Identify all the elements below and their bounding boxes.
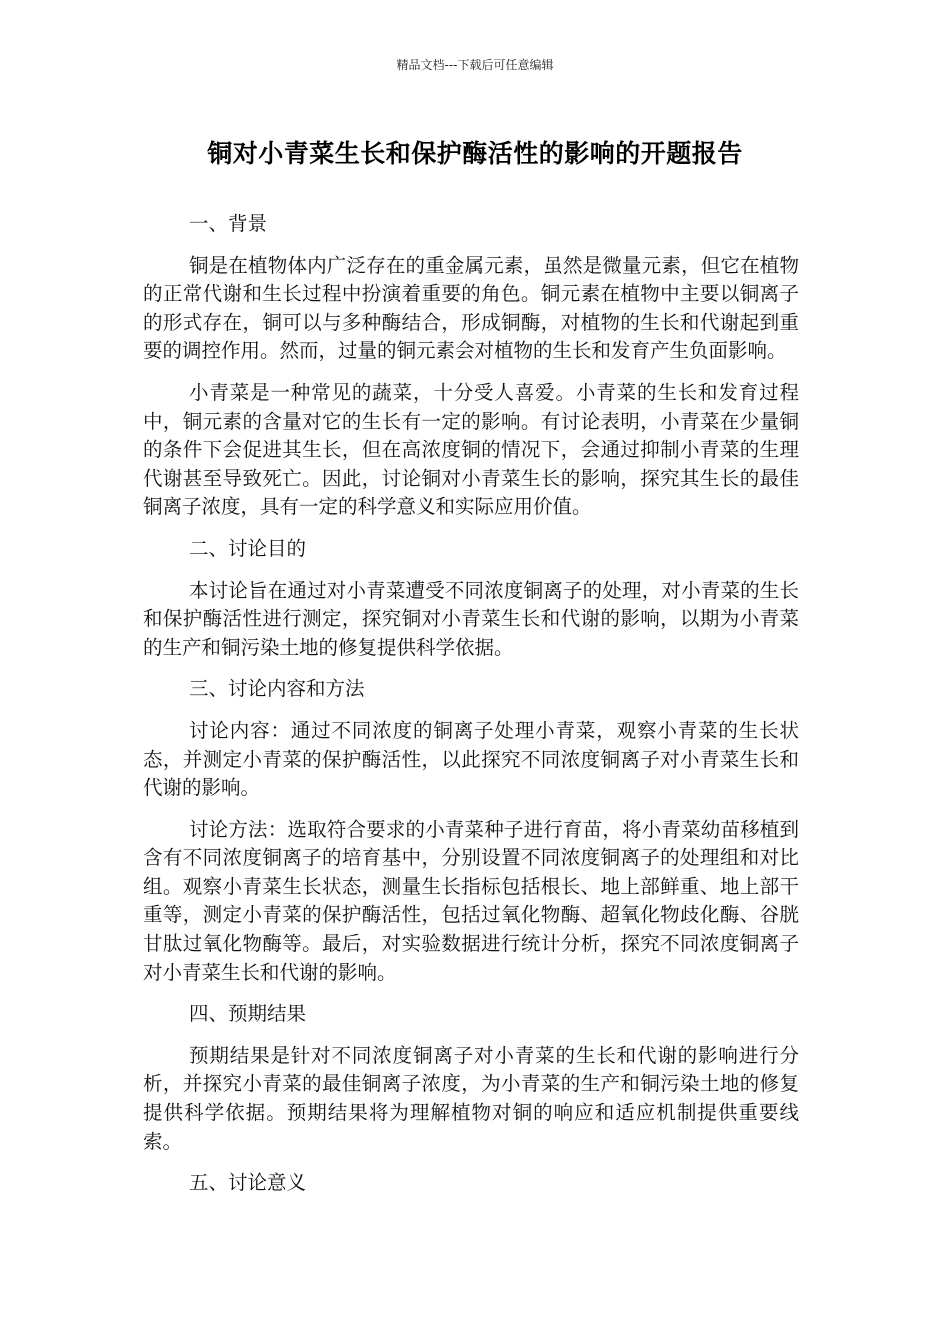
document-body — [143, 210, 799, 1211]
section-heading-significance: 五、讨论意义 — [189, 1171, 307, 1195]
paragraph: 本讨论旨在通过对小青菜遭受不同浓度铜离子的处理，对小青菜的生长和保护酶活性进行测定，探究铜对小青菜生长和代谢的影响，以期为小青菜的生产和铜污染土地的修复提供科学依据。 — [143, 578, 799, 659]
section-heading-background: 一、背景 — [189, 212, 268, 235]
section-heading-methods: 三、讨论内容和方法 — [189, 677, 365, 701]
paragraph: 小青菜是一种常见的蔬菜，十分受人喜爱。小青菜的生长和发育过程中，铜元素的含量对它的生长有一定的影响。有讨论表明，小青菜在少量铜的条件下会促进其生长，但在高浓度铜的情况下，会通过抑制小青菜的生理代谢甚至导致死亡。因此，讨论铜对小青菜生长的影响，探究其生长的最佳铜离子浓度，具有一定的科学意义和实际应用价值。 — [143, 380, 799, 519]
section-heading-expected-results: 四、预期结果 — [189, 1002, 307, 1026]
paragraph: 讨论内容：通过不同浓度的铜离子处理小青菜，观察小青菜的生长状态，并测定小青菜的保护酶活性，以此探究不同浓度铜离子对小青菜生长和代谢的影响。 — [143, 718, 799, 800]
page-header: 精品文档---下载后可任意编辑 — [396, 58, 554, 72]
paragraph: 讨论方法：选取符合要求的小青菜种子进行育苗，将小青菜幼苗移植到含有不同浓度铜离子的培育基中，分别设置不同浓度铜离子的处理组和对比组。观察小青菜生长状态，测量生长指标包括根长、地上部鲜重、地上部干重等，测定小青菜的保护酶活性，包括过氧化物酶、超氧化物歧化酶、谷胱甘肽过氧化物酶等。最后，对实验数据进行统计分析，探究不同浓度铜离子对小青菜生长和代谢的影响。 — [143, 817, 799, 984]
paragraph: 预期结果是针对不同浓度铜离子对小青菜的生长和代谢的影响进行分析，并探究小青菜的最佳铜离子浓度，为小青菜的生产和铜污染土地的修复提供科学依据。预期结果将为理解植物对铜的响应和适应机制提供重要线索。 — [143, 1043, 799, 1153]
section-heading-purpose: 二、讨论目的 — [189, 536, 307, 560]
document-title: 铜对小青菜生长和保护酶活性的影响的开题报告 — [207, 139, 743, 168]
paragraph: 铜是在植物体内广泛存在的重金属元素，虽然是微量元素，但它在植物的正常代谢和生长过程中扮演着重要的角色。铜元素在植物中主要以铜离子的形式存在，铜可以与多种酶结合，形成铜酶，对植物的生长和代谢起到重要的调控作用。然而，过量的铜元素会对植物的生长和发育产生负面影响。 — [143, 253, 799, 363]
